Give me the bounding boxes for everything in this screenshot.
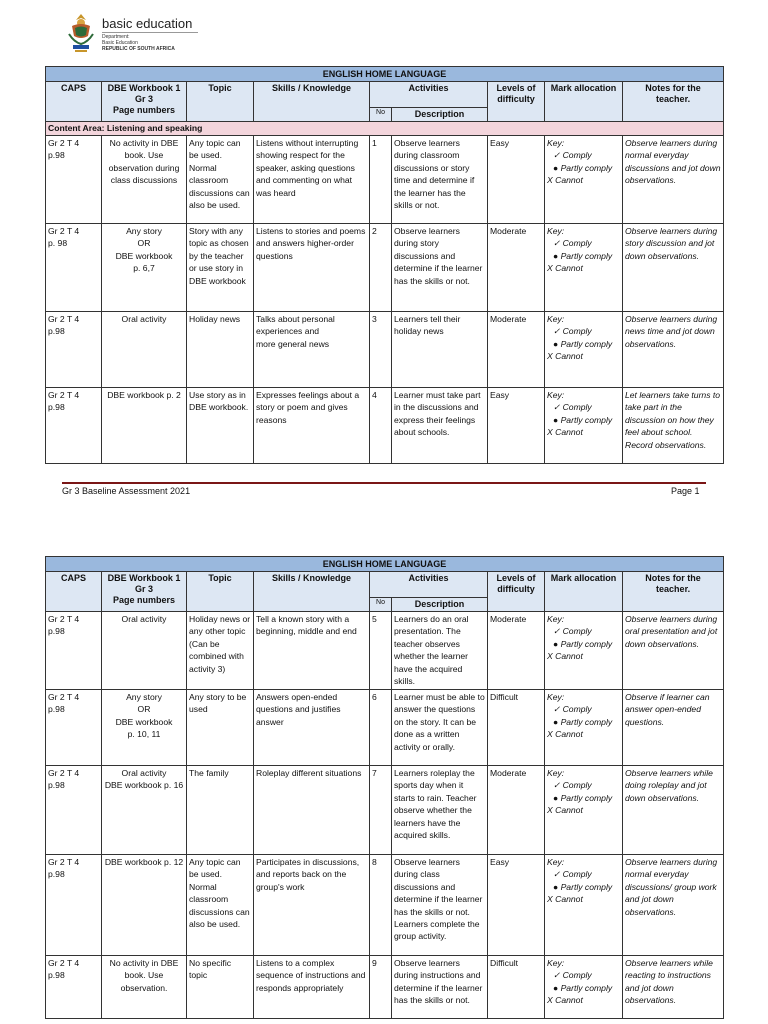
notes-cell: Observe if learner can answer open-ended questions. (623, 689, 724, 765)
key-cannot: X Cannot (547, 427, 583, 438)
difficulty-cell: Moderate (488, 612, 545, 690)
topic-cell: The family (187, 765, 254, 854)
header-levels-line1: Levels of (496, 83, 536, 93)
notes-cell: Observe learners during news time and jot down observations. (623, 312, 724, 388)
assessment-table-2 (45, 556, 724, 1019)
footer-title: Gr 3 Baseline Assessment 2021 (62, 486, 191, 496)
content-area: Content Area: Listening and speaking (46, 122, 724, 136)
table-row (46, 955, 724, 1018)
table-row (46, 136, 724, 224)
key-comply: ✓ Comply (553, 970, 592, 981)
caps-grade: Gr 2 T 4 (48, 614, 80, 624)
notes-cell: Observe learners while doing roleplay and jot down observations. (623, 765, 724, 854)
workbook-cell: No activity in DBE book. Use observation during class discussions (102, 136, 187, 224)
caps-grade: Gr 2 T 4 (48, 767, 80, 778)
caps-page: p.98 (48, 869, 65, 880)
table-row (46, 224, 724, 312)
table-row (46, 312, 724, 388)
caps-cell (46, 854, 102, 955)
key-label: Key: (547, 390, 565, 400)
topic-cell: Holiday news or any other topic (Can be combined with activity 3) (187, 612, 254, 690)
header-caps: CAPS (46, 82, 102, 122)
key-label: Key: (547, 138, 565, 148)
notes-cell: Let learners take turns to take part in the discussion on how they feel about school. Record observations. (623, 388, 724, 464)
activity-number-cell: 6 (370, 689, 392, 765)
header-workbook (102, 572, 187, 612)
key-label: Key: (547, 226, 565, 236)
caps-cell (46, 312, 102, 388)
caps-grade: Gr 2 T 4 (48, 226, 80, 236)
header-no: No (370, 108, 392, 122)
key-comply: ✓ Comply (553, 150, 592, 161)
key-partly-comply: ● Partly comply (553, 982, 613, 993)
topic-cell: No specific topic (187, 955, 254, 1018)
skills-cell: Listens to stories and poems and answers higher-order questions (254, 224, 370, 312)
activity-number-cell: 4 (370, 388, 392, 464)
header-levels-line2: difficulty (497, 583, 535, 594)
key-comply: ✓ Comply (553, 402, 592, 413)
workbook-cell: No activity in DBE book. Use observation. (102, 955, 187, 1018)
workbook-cell: Oral activity (102, 612, 187, 690)
notes-cell: Observe learners during story discussion and jot down observations. (623, 224, 724, 312)
key-label: Key: (547, 614, 565, 624)
activity-number-cell: 2 (370, 224, 392, 312)
header-notes (623, 82, 724, 122)
caps-page: p.98 (48, 970, 65, 981)
header-activities: Activities (370, 82, 488, 108)
notes-cell: Observe learners while reacting to instructions and jot down observations. (623, 955, 724, 1018)
caps-page: p.98 (48, 402, 65, 413)
workbook-cell: DBE workbook p. 12 (102, 854, 187, 955)
footer-page-number: Page 1 (671, 486, 700, 496)
caps-grade: Gr 2 T 4 (48, 314, 80, 324)
header-skills: Skills / Knowledge (254, 572, 370, 612)
header-workbook-line3: Page numbers (112, 104, 176, 115)
skills-cell: Talks about personal experiences and more general news (254, 312, 370, 388)
key-partly-comply: ● Partly comply (553, 162, 613, 173)
header-skills: Skills / Knowledge (254, 82, 370, 122)
mark-allocation-cell (545, 312, 623, 388)
topic-cell: Holiday news (187, 312, 254, 388)
caps-page: p.98 (48, 150, 65, 161)
workbook-cell: Oral activity (102, 312, 187, 388)
header-no: No (370, 598, 392, 612)
header-description: Description (392, 108, 488, 122)
difficulty-cell: Moderate (488, 312, 545, 388)
key-label: Key: (547, 314, 565, 324)
activity-number-cell: 9 (370, 955, 392, 1018)
table-row (46, 388, 724, 464)
description-cell: Observe learners during class discussions and determine if the learner has the skills or not. Learners complete the group activity. (392, 854, 488, 955)
key-partly-comply: ● Partly comply (553, 414, 613, 425)
activity-number-cell: 1 (370, 136, 392, 224)
workbook-cell: DBE workbook p. 2 (102, 388, 187, 464)
mark-allocation-cell (545, 388, 623, 464)
key-cannot: X Cannot (547, 651, 583, 662)
skills-cell: Tell a known story with a beginning, middle and end (254, 612, 370, 690)
skills-cell: Answers open-ended questions and justifies answer (254, 689, 370, 765)
key-partly-comply: ● Partly comply (553, 792, 613, 803)
table-row (46, 689, 724, 765)
key-label: Key: (547, 691, 565, 702)
logo-divider (102, 32, 198, 33)
description-cell: Learner must be able to answer the questions on the story. It can be done as a written activity or orally. (392, 689, 488, 765)
mark-allocation-cell (545, 689, 623, 765)
assessment-table-1 (45, 66, 724, 464)
topic-cell: Use story as in DBE workbook. (187, 388, 254, 464)
activity-number-cell: 5 (370, 612, 392, 690)
header-workbook-line1: DBE Workbook 1 (107, 83, 181, 93)
table-row (46, 765, 724, 854)
skills-cell: Roleplay different situations (254, 765, 370, 854)
caps-cell (46, 388, 102, 464)
table-title: ENGLISH HOME LANGUAGE (46, 557, 724, 572)
difficulty-cell: Easy (488, 388, 545, 464)
activity-number-cell: 3 (370, 312, 392, 388)
key-partly-comply: ● Partly comply (553, 338, 613, 349)
header-topic: Topic (187, 572, 254, 612)
header-notes (623, 572, 724, 612)
key-partly-comply: ● Partly comply (553, 250, 613, 261)
notes-cell: Observe learners during oral presentation and jot down observations. (623, 612, 724, 690)
key-comply: ✓ Comply (553, 238, 592, 249)
logo-title: basic education (102, 16, 193, 31)
header-notes-line2: teacher. (656, 93, 691, 104)
table-row (46, 854, 724, 955)
caps-grade: Gr 2 T 4 (48, 138, 80, 148)
header-description: Description (392, 598, 488, 612)
activity-number-cell: 7 (370, 765, 392, 854)
header-notes-line1: Notes for the (645, 573, 701, 583)
key-cannot: X Cannot (547, 263, 583, 274)
table-title: ENGLISH HOME LANGUAGE (46, 67, 724, 82)
header-workbook-line2: Gr 3 (134, 93, 153, 104)
difficulty-cell: Easy (488, 854, 545, 955)
caps-page: p.98 (48, 326, 65, 337)
description-cell: Observe learners during classroom discussions or story time and determine if the learner has the skills or not. (392, 136, 488, 224)
difficulty-cell: Difficult (488, 955, 545, 1018)
dbe-logo (66, 12, 206, 56)
workbook-cell: Any story OR DBE workbook p. 6,7 (102, 224, 187, 312)
caps-grade: Gr 2 T 4 (48, 691, 80, 702)
caps-grade: Gr 2 T 4 (48, 957, 80, 968)
logo-department: Department: (102, 34, 130, 40)
notes-cell: Observe learners during normal everyday discussions/ group work and jot down observations. (623, 854, 724, 955)
mark-allocation-cell (545, 136, 623, 224)
skills-cell: Listens to a complex sequence of instructions and responds appropriately (254, 955, 370, 1018)
footer-divider (62, 482, 706, 484)
mark-allocation-cell (545, 612, 623, 690)
description-cell: Observe learners during instructions and determine if the learner has the skills or not. (392, 955, 488, 1018)
key-comply: ✓ Comply (553, 869, 592, 880)
header-activities: Activities (370, 572, 488, 598)
caps-cell (46, 612, 102, 690)
activity-number-cell: 8 (370, 854, 392, 955)
caps-cell (46, 136, 102, 224)
caps-grade: Gr 2 T 4 (48, 856, 80, 867)
header-workbook-line1: DBE Workbook 1 (107, 573, 181, 583)
caps-cell (46, 689, 102, 765)
key-cannot: X Cannot (547, 894, 583, 905)
skills-cell: Participates in discussions, and reports back on the group's work (254, 854, 370, 955)
header-notes-line2: teacher. (656, 583, 691, 594)
description-cell: Learners do an oral presentation. The teacher observes whether the learner have the acquired skills. (392, 612, 488, 690)
header-workbook-line2: Gr 3 (134, 583, 153, 594)
topic-cell: Story with any topic as chosen by the teacher or use story in DBE workbook (187, 224, 254, 312)
notes-cell: Observe learners during normal everyday discussions and jot down observations. (623, 136, 724, 224)
caps-page: p.98 (48, 626, 65, 637)
topic-cell: Any story to be used (187, 689, 254, 765)
skills-cell: Listens without interrupting showing respect for the speaker, asking questions and commenting on what was heard (254, 136, 370, 224)
caps-page: p.98 (48, 780, 65, 791)
header-levels (488, 572, 545, 612)
header-topic: Topic (187, 82, 254, 122)
key-label: Key: (547, 957, 565, 968)
header-workbook-line3: Page numbers (112, 594, 176, 605)
key-partly-comply: ● Partly comply (553, 716, 613, 727)
table-row (46, 612, 724, 690)
difficulty-cell: Difficult (488, 689, 545, 765)
header-notes-line1: Notes for the (645, 83, 701, 93)
workbook-cell: Any story OR DBE workbook p. 10, 11 (102, 689, 187, 765)
header-workbook (102, 82, 187, 122)
key-comply: ✓ Comply (553, 780, 592, 791)
logo-basic-education: Basic Education (102, 40, 138, 46)
key-partly-comply: ● Partly comply (553, 638, 613, 649)
key-label: Key: (547, 856, 565, 867)
description-cell: Learners tell their holiday news (392, 312, 488, 388)
key-cannot: X Cannot (547, 729, 583, 740)
header-mark: Mark allocation (545, 572, 623, 612)
topic-cell: Any topic can be used. Normal classroom discussions can also be used. (187, 136, 254, 224)
difficulty-cell: Moderate (488, 224, 545, 312)
difficulty-cell: Moderate (488, 765, 545, 854)
key-partly-comply: ● Partly comply (553, 881, 613, 892)
key-cannot: X Cannot (547, 351, 583, 362)
caps-page: p. 98 (48, 238, 68, 249)
key-comply: ✓ Comply (553, 704, 592, 715)
coat-of-arms-icon (66, 12, 96, 54)
description-cell: Learner must take part in the discussions and express their feelings about schools. (392, 388, 488, 464)
header-levels (488, 82, 545, 122)
header-caps: CAPS (46, 572, 102, 612)
caps-cell (46, 765, 102, 854)
mark-allocation-cell (545, 765, 623, 854)
header-levels-line1: Levels of (496, 573, 536, 583)
skills-cell: Expresses feelings about a story or poem and gives reasons (254, 388, 370, 464)
key-comply: ✓ Comply (553, 326, 592, 337)
difficulty-cell: Easy (488, 136, 545, 224)
caps-grade: Gr 2 T 4 (48, 390, 80, 400)
header-mark: Mark allocation (545, 82, 623, 122)
key-cannot: X Cannot (547, 805, 583, 816)
key-comply: ✓ Comply (553, 626, 592, 637)
key-cannot: X Cannot (547, 175, 583, 186)
workbook-cell: Oral activity DBE workbook p. 16 (102, 765, 187, 854)
topic-cell: Any topic can be used. Normal classroom discussions can also be used. (187, 854, 254, 955)
caps-cell (46, 224, 102, 312)
mark-allocation-cell (545, 955, 623, 1018)
key-label: Key: (547, 767, 565, 778)
key-cannot: X Cannot (547, 995, 583, 1006)
mark-allocation-cell (545, 854, 623, 955)
description-cell: Learners roleplay the sports day when it starts to rain. Teacher observe whether the learners have the acquired skills. (392, 765, 488, 854)
caps-page: p.98 (48, 704, 65, 715)
caps-cell (46, 955, 102, 1018)
mark-allocation-cell (545, 224, 623, 312)
description-cell: Observe learners during story discussions and determine if the learner has the skills or not. (392, 224, 488, 312)
header-levels-line2: difficulty (497, 93, 535, 104)
logo-republic: REPUBLIC OF SOUTH AFRICA (102, 46, 175, 52)
